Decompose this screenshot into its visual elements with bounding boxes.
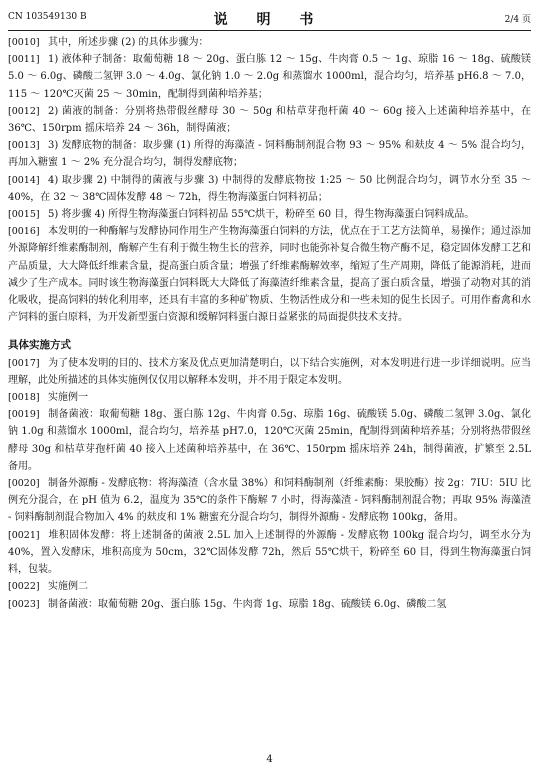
paragraph-text: 3) 发酵底物的制备：取步骤 (1) 所得的海藻渣 - 饲料酶制剂混合物 93 ～ 95% 和麸皮 4 ～ 5% 混合均匀，再加入糖蜜 1 ～ 2% 充分混合均匀，制得发酵底物； — [8, 140, 531, 169]
paragraph — [8, 389, 531, 406]
paragraph — [8, 475, 531, 527]
paragraph-text: 实施例一 — [48, 392, 88, 404]
paragraph — [8, 406, 531, 475]
paragraph — [8, 355, 531, 389]
patent-id: CN 103549130 B — [8, 12, 87, 22]
paragraph — [8, 223, 531, 326]
paragraph-number: [0012] — [8, 105, 40, 117]
section-heading: 具体实施方式 — [8, 339, 71, 352]
paragraph-text: 2) 菌液的制备：分别将热带假丝酵母 30 ～ 50g 和枯草芽孢杆菌 40 ～ 60g 接入上述菌种培养基中，在 36℃、150rpm 摇床培养 24 ～ 36h，制得菌液； — [8, 105, 531, 135]
paragraph-text: 5) 将步骤 4) 所得生物海藻蛋白饲料初品 55℃烘干，粉碎至 60 目，得生物海藻蛋白饲料成品。 — [48, 209, 475, 221]
page-indicator: 2/4 页 — [504, 15, 531, 25]
paragraph — [8, 103, 531, 137]
paragraph-text: 4) 取步骤 2) 中制得的菌液与步骤 3) 中制得的发酵底物按 1:25 ～ 50 比例混合均匀，调节水分至 35 ～ 40%，在 32 ～ 38℃固体发酵 48 ～ 72h，得生物海藻蛋白饲料初品； — [8, 174, 531, 203]
paragraph-number: [0017] — [8, 357, 40, 369]
paragraph-number: [0013] — [8, 140, 40, 152]
paragraph — [8, 172, 531, 206]
paragraph — [8, 34, 531, 51]
paragraph — [8, 51, 531, 103]
paragraph-text: 制备菌液：取葡萄糖 18g、蛋白胨 12g、牛肉膏 0.5g、琼脂 16g、硫酸镁 5.0g、磷酸二氢钾 3.0g、氯化钠 1.0g 和蒸馏水 1000ml，混合均匀，培养基 pH7.0，120℃灭菌 25min，配制得到菌种培养基；分别将热带假丝酵母 30g 和枯草芽孢杆菌 40 接入上述菌种培养基中，在 36℃、150rpm 摇床培养 24h，制得菌液，扩繁至 2.5L 备用。 — [8, 409, 531, 472]
document-body — [8, 34, 531, 613]
paragraph-text: 制备菌液：取葡萄糖 20g、蛋白胨 15g、牛肉膏 1g、琼脂 18g、硫酸镁 6.0g、磷酸二氢 — [48, 598, 447, 610]
paragraph-number: [0014] — [8, 174, 40, 186]
paragraph-text: 堆积固体发酵：将上述制备的菌液 2.5L 加入上述制得的外源酶 - 发酵底物 100kg 混合均匀，调至水分为 40%，置入发酵床，堆积高度为 50cm，32℃固体发酵 72h，然后 55℃烘干，粉碎至 60 目，得到生物海藻蛋白饲料，包装。 — [8, 529, 531, 576]
paragraph-text: 为了使本发明的目的、技术方案及优点更加清楚明白，以下结合实施例，对本发明进行进一步详细说明。应当理解，此处所描述的具体实施例仅仅用以解释本发明，并不用于限定本发明。 — [8, 357, 531, 386]
paragraph — [8, 596, 531, 613]
paragraph-text: 1) 液体种子制备：取葡萄糖 18 ～ 20g、蛋白胨 12 ～ 15g、牛肉膏 0.5 ～ 1g、琼脂 16 ～ 18g、硫酸镁 5.0 ～ 6.0g、磷酸二氢钾 3.0 ～ 4.0g、氯化钠 1.0 ～ 2.0g 和蒸馏水 1000ml，混合均匀，培养基 pH6.8 ～ 7.0，115 ～ 120℃灭菌 25 ～ 30min，配制得到菌种培养基； — [8, 54, 531, 100]
paragraph — [8, 137, 531, 171]
paragraph-text: 制备外源酶 - 发酵底物：将海藻渣（含水量 38%）和饲料酶制剂（纤维素酶：果胶酶）按 2g：7IU：5IU 比例充分混合，在 pH 值为 6.2，温度为 35℃的条件下酶解 7 小时，得海藻渣 - 饲料酶制剂混合物；再取 95% 海藻渣 - 饲料酶制剂混合物加入 4% 的麸皮和 1% 糖蜜充分混合均匀，制得外源酶 - 发酵底物 100kg，备用。 — [8, 478, 531, 524]
paragraph-group-top — [8, 34, 531, 326]
paragraph-number: [0021] — [8, 529, 40, 541]
paragraph-number: [0023] — [8, 598, 40, 610]
page-number: 4 — [266, 754, 273, 765]
paragraph-text: 本发明的一种酶解与发酵协同作用生产生物海藻蛋白饲料的方法，优点在于工艺方法简单，易操作；通过添加外源降解纤维素酶制剂，酶解产生有利于微生物生长的营养，同时也能弥补复合微生物产酶不足，稳定固体发酵工艺和产品质量，大大降低纤维素含量，提高蛋白质含量；增强了纤维素酶解效率，缩短了生产周期，降低了能源消耗，进而减少了生产成本。同时该生物海藻蛋白饲料既大大降低了海藻渣纤维素含量，提高了蛋白质含量，增强了动物对其的消化吸收，提高饲料的转化利用率，还具有丰富的多种矿物质、生物活性成分和一些未知的促生长因子。可用作畜禽和水产饲料的蛋白原料，为开发新型蛋白资源和缓解饲料蛋白源日益紧张的局面提供技术支持。 — [8, 226, 531, 324]
paragraph — [8, 578, 531, 595]
paragraph-number: [0018] — [8, 392, 40, 404]
paragraph-number: [0016] — [8, 226, 40, 238]
page-header — [8, 8, 531, 30]
paragraph-number: [0011] — [8, 54, 40, 66]
paragraph — [8, 206, 531, 223]
paragraph-number: [0010] — [8, 37, 40, 48]
paragraph-number: [0015] — [8, 209, 40, 221]
paragraph-number: [0022] — [8, 581, 40, 593]
paragraph-text: 其中，所述步骤 (2) 的具体步骤为： — [48, 37, 209, 48]
paragraph-number: [0019] — [8, 409, 40, 421]
document-title: 说 明 书 — [213, 12, 326, 28]
paragraph-number: [0020] — [8, 478, 40, 490]
paragraph — [8, 527, 531, 579]
header-rule — [8, 30, 531, 31]
paragraph-group-bottom — [8, 355, 531, 613]
paragraph-text: 实施例二 — [48, 581, 88, 593]
